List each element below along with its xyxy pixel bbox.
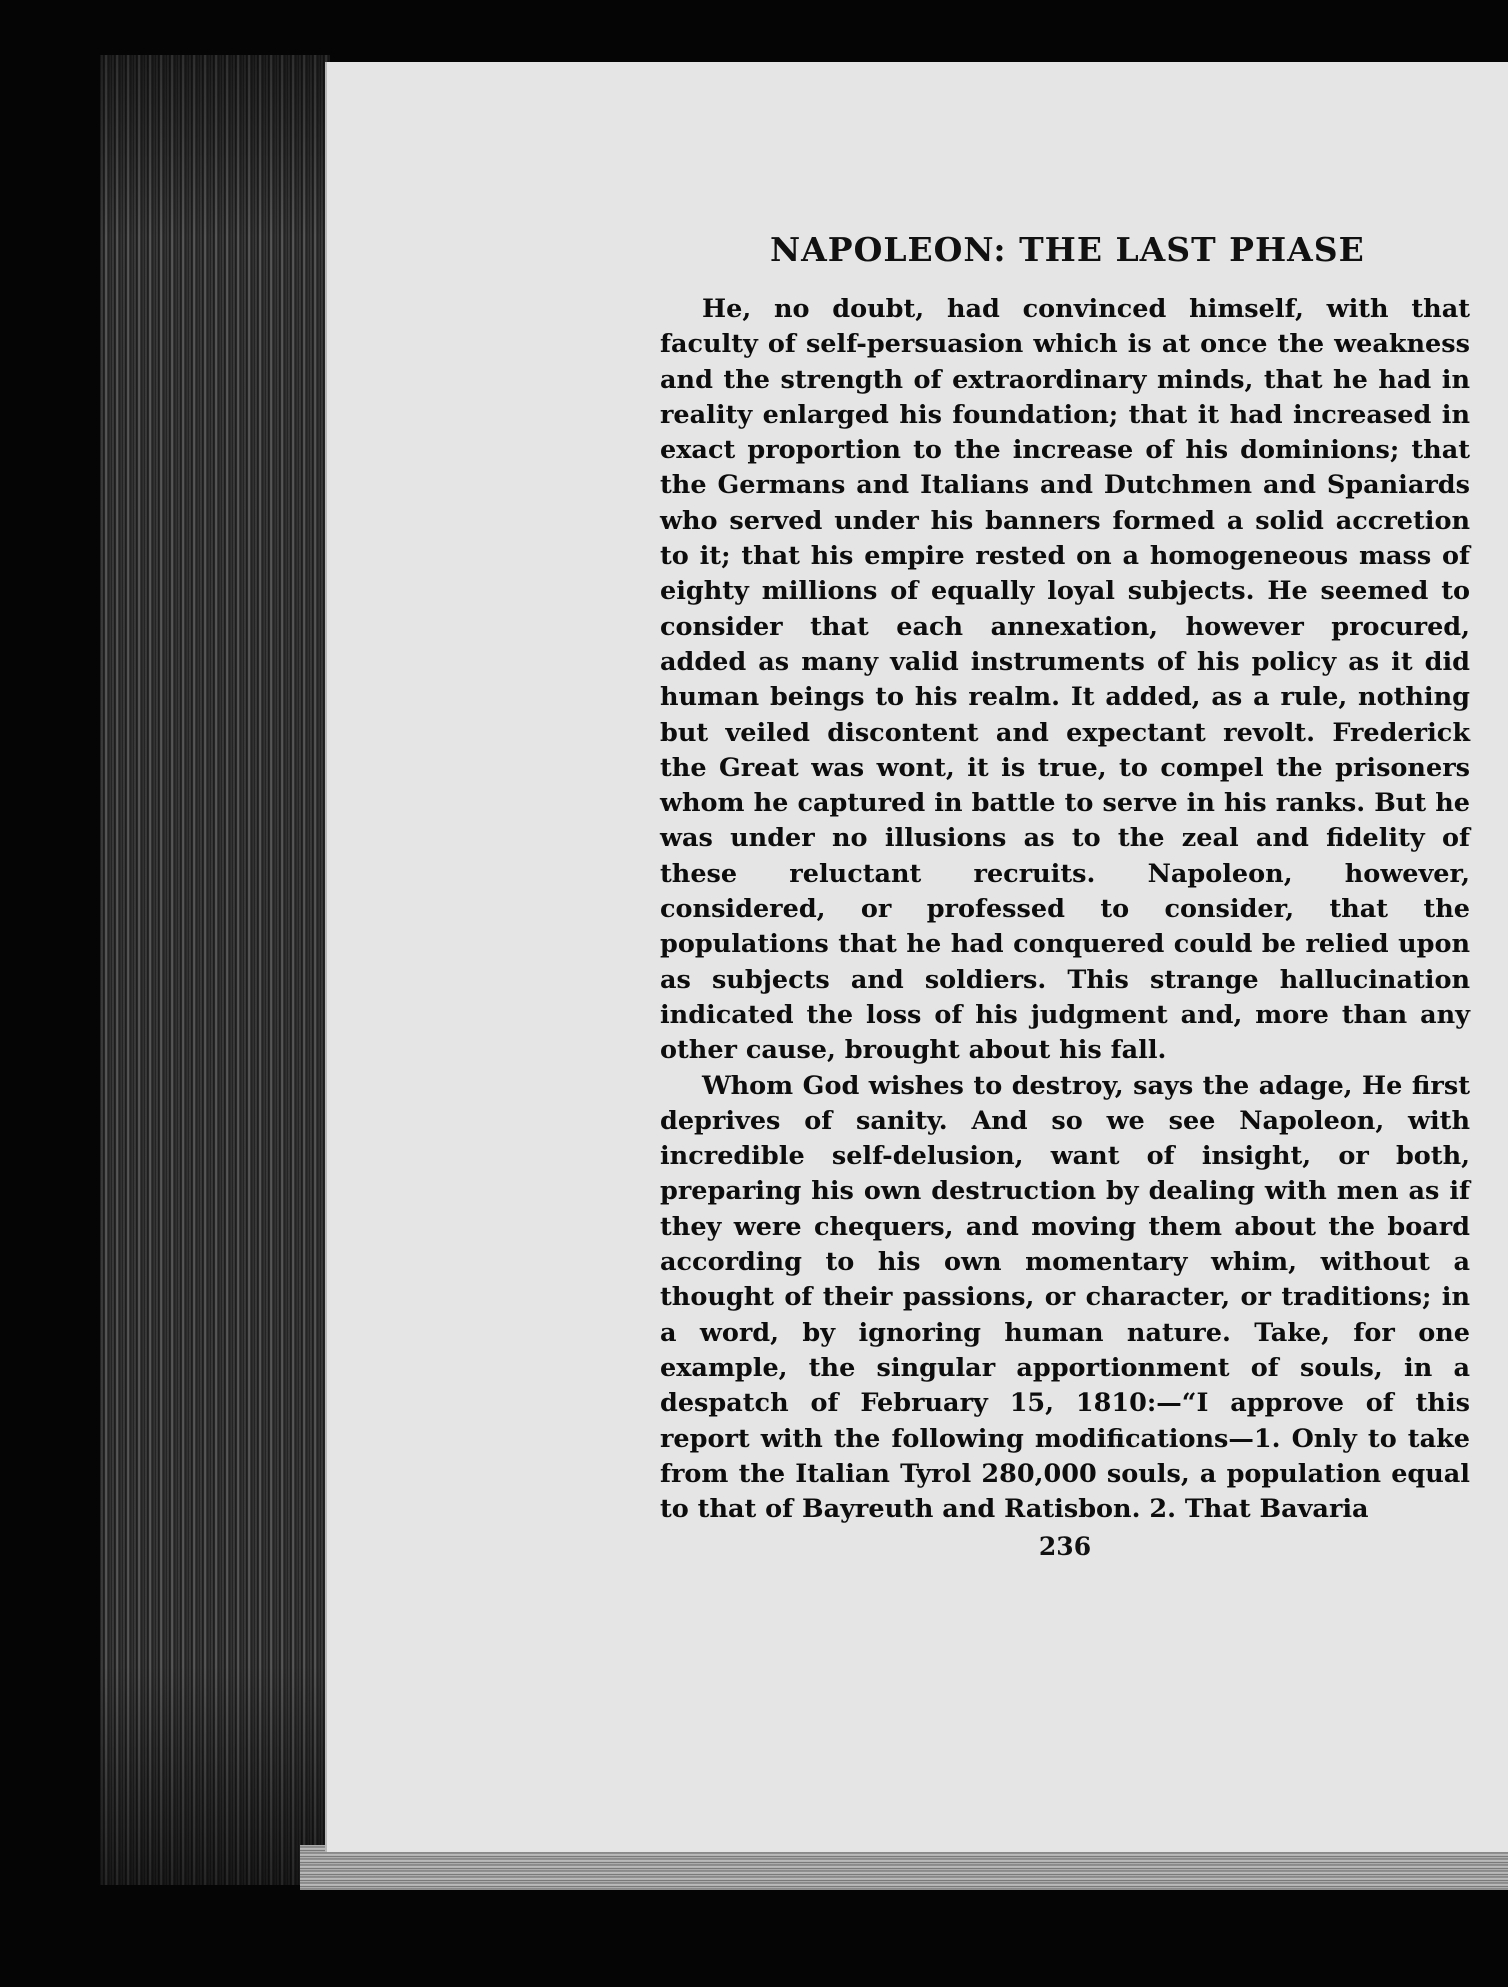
running-head: NAPOLEON: THE LAST PHASE (770, 230, 1365, 269)
body-text (660, 292, 1470, 1527)
paragraph: He, no doubt, had convinced himself, with that faculty of self-persuasion which is at once the weakness and the strength of extraordinary minds, that he had in reality enlarged his foundation; that it had increased in exact proportion to the increase of his dominions; that the Germans and Italians and Dutchmen and Spaniards who served under his banners formed a solid accretion to it; that his empire rested on a homogeneous mass of eighty millions of equally loyal subjects. He seemed to consider that each annexation, however procured, added as many valid instruments of his policy as it did human beings to his realm. It added, as a rule, nothing but veiled discontent and expectant revolt. Frederick the Great was wont, it is true, to compel the prisoners whom he captured in battle to serve in his ranks. But he was under no illusions as to the zeal and fidelity of these reluctant recruits. Napoleon, however, considered, or professed to consider, that the populations that he had conquered could be relied upon as subjects and soldiers. This strange hallucination indicated the loss of his judgment and, more than any other cause, brought about his fall. (660, 294, 1470, 1066)
page-number: 236 (1038, 1532, 1092, 1561)
paragraph: Whom God wishes to destroy, says the adage, He first deprives of sanity. And so we see Napoleon, with incredible self-delusion, want of insight, or both, preparing his own destruction by dealing with men as if they were chequers, and moving them about the board according to his own momentary whim, without a thought of their passions, or character, or traditions; in a word, by ignoring human nature. Take, for one example, the singular apportionment of souls, in a despatch of February 15, 1810:—“I approve of this report with the following modifications—1. Only to take from the Italian Tyrol 280,000 souls, a population equal to that of Bayreuth and Ratisbon. 2. That Bavaria (660, 1070, 1470, 1525)
book-page-edges (100, 55, 330, 1885)
